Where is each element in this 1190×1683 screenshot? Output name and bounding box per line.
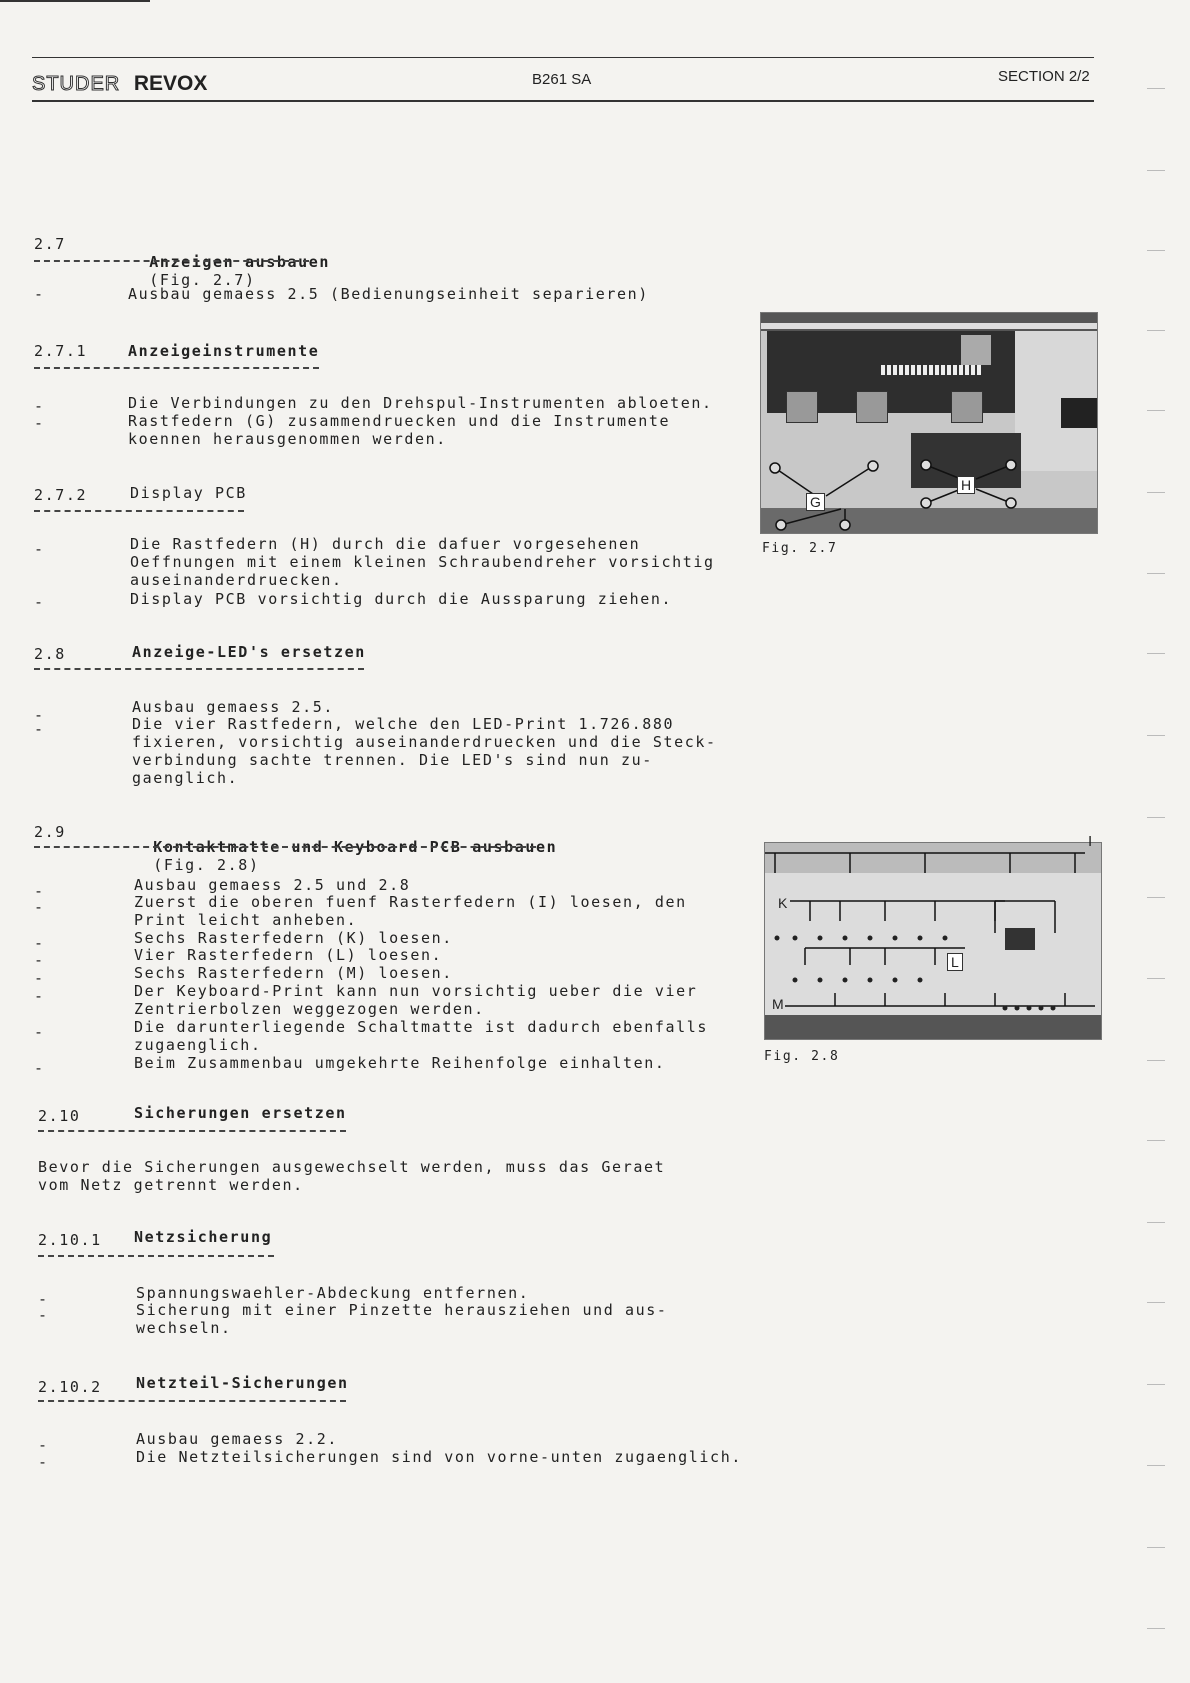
section-2-7-title: Anzeigen ausbauen [149, 253, 330, 271]
section-2-9-bullet-2: - [34, 898, 45, 916]
section-2-7-1-item-2: Rastfedern (G) zusammendruecken und die Instrumente koennen herausgenommen werden. [128, 412, 671, 448]
section-2-10-1-bullet-1: - [38, 1290, 49, 1308]
section-2-7-item-1: Ausbau gemaess 2.5 (Bedienungseinheit separieren) [128, 285, 649, 303]
section-2-9-underline [34, 846, 536, 848]
section-2-7-1-bullet-1: - [34, 397, 45, 415]
margin-mark [1147, 735, 1165, 736]
section-2-9-item-1: Ausbau gemaess 2.5 und 2.8 [134, 876, 411, 894]
margin-mark [1147, 1384, 1165, 1385]
margin-mark [1147, 1060, 1165, 1061]
section-2-7-2-title: Display PCB [130, 484, 247, 502]
margin-mark [1147, 1628, 1165, 1629]
section-2-10-underline [38, 1130, 346, 1132]
section-2-8-number: 2.8 [34, 645, 66, 663]
section-2-10-number: 2.10 [38, 1107, 81, 1125]
margin-mark [1147, 492, 1165, 493]
section-2-10-2-bullet-2: - [38, 1453, 49, 1471]
section-2-9-bullet-3: - [34, 934, 45, 952]
header-top-rule [32, 57, 1094, 58]
section-2-9-item-4: Vier Rasterfedern (L) loesen. [134, 946, 443, 964]
figure-2-7-caption: Fig. 2.7 [762, 541, 838, 556]
fig28-callout-lines [765, 843, 1101, 1039]
section-2-9-bullet-6: - [34, 987, 45, 1005]
section-2-7-2-item-2: Display PCB vorsichtig durch die Aussparung ziehen. [130, 590, 673, 608]
section-2-7-1-title: Anzeigeinstrumente [128, 342, 320, 360]
section-2-10-1-underline [38, 1255, 274, 1257]
section-2-10-1-item-2: Sicherung mit einer Pinzette herausziehen und aus- wechseln. [136, 1301, 668, 1337]
margin-mark [1147, 330, 1165, 331]
section-2-10-1-item-1: Spannungswaehler-Abdeckung entfernen. [136, 1284, 530, 1302]
section-2-7-2-bullet-2: - [34, 593, 45, 611]
section-2-7-1-item-1: Die Verbindungen zu den Drehspul-Instrumenten abloeten. [128, 394, 713, 412]
section-2-9-item-3: Sechs Rasterfedern (K) loesen. [134, 929, 453, 947]
fig28-label-l: L [947, 953, 963, 971]
section-2-9-bullet-5: - [34, 969, 45, 987]
section-2-9-bullet-7: - [34, 1023, 45, 1041]
section-2-9-bullet-4: - [34, 951, 45, 969]
section-2-8-item-2: Die vier Rastfedern, welche den LED-Print 1.726.880 fixieren, vorsichtig auseinanderdruecken und die Steck- verbindung sachte trennen. Die LED's sind nun zu- gaenglich. [132, 715, 717, 787]
fig27-label-h: H [957, 476, 975, 494]
section-2-7-underline [34, 260, 309, 262]
brand-studer: STUDER [32, 73, 121, 95]
margin-mark [1147, 410, 1165, 411]
margin-mark [1147, 1302, 1165, 1303]
margin-mark [1147, 653, 1165, 654]
brand-revox: REVOX [133, 72, 208, 95]
margin-mark [1147, 1222, 1165, 1223]
section-2-8-underline [34, 668, 364, 670]
section-2-10-1-bullet-2: - [38, 1306, 49, 1324]
section-2-7-heading [128, 235, 330, 289]
section-2-10-title: Sicherungen ersetzen [134, 1104, 347, 1122]
section-2-9-bullet-1: - [34, 882, 45, 900]
figure-2-7-photo [760, 312, 1098, 534]
margin-mark [1147, 573, 1165, 574]
margin-mark [1147, 250, 1165, 251]
brand-logo [32, 72, 207, 96]
section-2-9-number: 2.9 [34, 823, 66, 841]
section-2-9-item-8: Beim Zusammenbau umgekehrte Reihenfolge einhalten. [134, 1054, 666, 1072]
section-2-8-bullet-1: - [34, 706, 45, 724]
section-2-7-ref: (Fig. 2.7) [149, 271, 256, 289]
section-2-10-intro: Bevor die Sicherungen ausgewechselt werden, muss das Geraet vom Netz getrennt werden. [38, 1158, 666, 1194]
section-2-10-2-item-1: Ausbau gemaess 2.2. [136, 1430, 338, 1448]
section-2-7-1-number: 2.7.1 [34, 342, 88, 360]
section-2-9-item-6: Der Keyboard-Print kann nun vorsichtig ueber die vier Zentrierbolzen weggezogen werden. [134, 982, 698, 1018]
margin-mark [1147, 1140, 1165, 1141]
section-2-9-title: Kontaktmatte und Keyboard PCB ausbauen [153, 838, 558, 856]
fig28-label-i: I [1088, 833, 1093, 850]
section-2-10-1-title: Netzsicherung [134, 1228, 273, 1246]
section-2-9-item-2: Zuerst die oberen fuenf Rasterfedern (I) loesen, den Print leicht anheben. [134, 893, 687, 929]
section-2-8-title: Anzeige-LED's ersetzen [132, 643, 366, 661]
figure-2-8-caption: Fig. 2.8 [764, 1049, 840, 1064]
section-2-8-item-1: Ausbau gemaess 2.5. [132, 698, 334, 716]
margin-mark [1147, 978, 1165, 979]
section-2-7-2-underline [34, 510, 244, 512]
top-crop-line [0, 0, 150, 2]
section-2-7-2-bullet-1: - [34, 540, 45, 558]
section-2-9-item-5: Sechs Rasterfedern (M) loesen. [134, 964, 453, 982]
section-2-7-2-number: 2.7.2 [34, 486, 88, 504]
section-2-10-2-underline [38, 1400, 346, 1402]
section-2-7-1-underline [34, 367, 319, 369]
fig27-label-g: G [806, 493, 825, 511]
section-2-9-bullet-8: - [34, 1059, 45, 1077]
section-2-9-ref: (Fig. 2.8) [153, 856, 260, 874]
section-2-10-1-number: 2.10.1 [38, 1231, 102, 1249]
section-2-7-2-item-1: Die Rastfedern (H) durch die dafuer vorgesehenen Oeffnungen mit einem kleinen Schraubendreher vorsichtig auseinanderdruecken. [130, 535, 715, 589]
margin-mark [1147, 1547, 1165, 1548]
header-bottom-rule [32, 100, 1094, 102]
section-2-7-1-bullet-2: - [34, 414, 45, 432]
section-2-10-2-item-2: Die Netzteilsicherungen sind von vorne-unten zugaenglich. [136, 1448, 742, 1466]
margin-mark [1147, 897, 1165, 898]
section-2-10-2-title: Netzteil-Sicherungen [136, 1374, 349, 1392]
section-label: SECTION 2/2 [998, 68, 1090, 85]
fig28-label-m: M [772, 996, 784, 1012]
section-2-10-2-number: 2.10.2 [38, 1378, 102, 1396]
fig28-label-k: K [778, 895, 788, 911]
margin-mark [1147, 817, 1165, 818]
margin-mark [1147, 1465, 1165, 1466]
section-2-7-number: 2.7 [34, 235, 66, 253]
section-2-7-bullet-1: - [34, 285, 45, 303]
margin-mark [1147, 88, 1165, 89]
section-2-10-2-bullet-1: - [38, 1436, 49, 1454]
section-2-9-item-7: Die darunterliegende Schaltmatte ist dadurch ebenfalls zugaenglich. [134, 1018, 709, 1054]
section-2-8-bullet-2: - [34, 720, 45, 738]
model-label: B261 SA [532, 71, 592, 88]
margin-mark [1147, 170, 1165, 171]
figure-2-8-photo [764, 842, 1102, 1040]
